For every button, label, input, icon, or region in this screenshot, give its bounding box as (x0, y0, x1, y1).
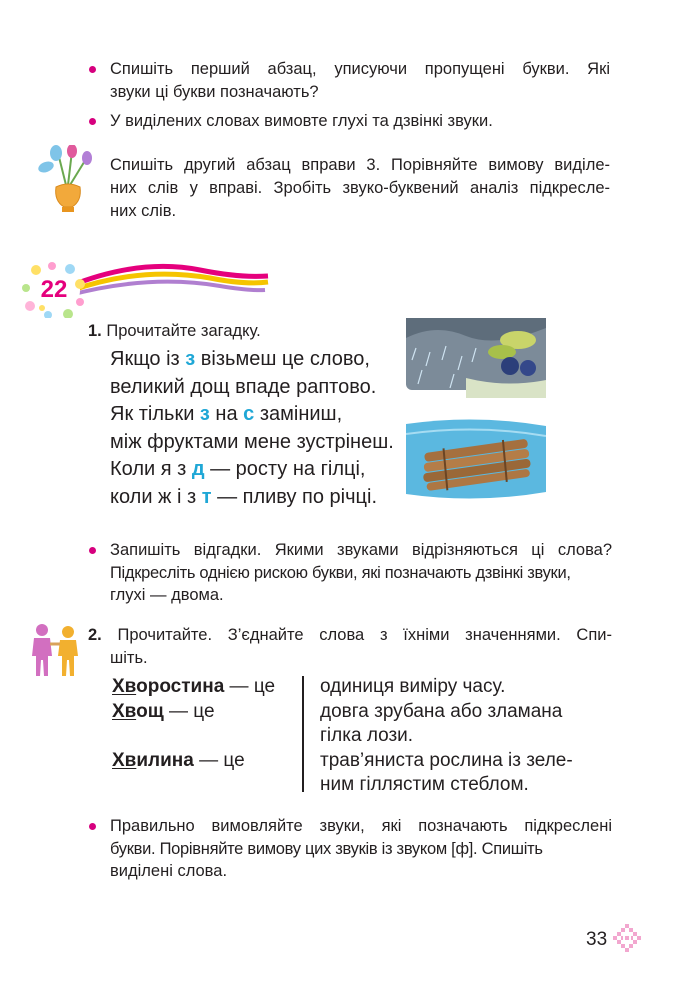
task-bullet-2: У виділених словах вимовте глухі та дзвінкі звуки. (110, 112, 493, 130)
word-column (112, 675, 275, 773)
meaning-line: трав’яниста рослина із зеле- (320, 749, 573, 771)
exercise-1-heading (88, 320, 261, 342)
text-line: Правильно вимовляйте звуки, які позначають підкреслені (110, 817, 612, 835)
column-divider (302, 676, 304, 792)
lesson-badge (22, 262, 86, 318)
task-bullet-1 (110, 58, 610, 104)
meaning-line: ним гіллястим стеблом. (320, 774, 529, 795)
ornament-icon (612, 923, 642, 953)
bullet-dot (89, 66, 96, 73)
page-number: 33 (586, 929, 608, 950)
riddle-line: великий дощ впаде раптово. (110, 375, 377, 398)
lesson-number: 22 (40, 276, 68, 303)
task-pronunciation (110, 815, 612, 883)
task-vase (110, 154, 610, 223)
text-line: звуки ці букви позначають? (110, 83, 319, 101)
riddle (110, 346, 394, 511)
meaning-line: гілка лози. (320, 725, 414, 746)
text-line: Запишіть відгадки. Якими звуками відрізняються ці слова? (110, 541, 612, 559)
text-line: них слів у вправі. Зробіть звуко-буквений аналіз підкресле- (110, 179, 610, 197)
meaning-line: одиниця виміру часу. (320, 676, 506, 697)
exercise-instruction: Прочитайте загадку. (106, 322, 261, 340)
meaning-line: довга зрубана або зламана (320, 700, 563, 722)
exercise-2-heading (88, 624, 612, 669)
raft-illustration (406, 414, 546, 504)
riddle-line: коли ж і з т — пливу по річці. (110, 485, 377, 508)
text-line: виділені слова. (110, 862, 228, 880)
children-pair-icon (26, 622, 86, 678)
riddle-line: Як тільки з на с заміниш, (110, 403, 343, 425)
riddle-line: Коли я з д — росту на гілці, (110, 458, 366, 480)
exercise-number: 1. (88, 322, 102, 340)
task-riddle-answers (110, 539, 612, 607)
rain-plums-illustration (406, 318, 546, 398)
meaning-column (320, 675, 573, 798)
text-line: Спишіть перший абзац, уписуючи пропущені букви. Які (110, 60, 610, 78)
exercise-number: 2. (88, 626, 102, 644)
bullet-dot (89, 118, 96, 125)
word-row: Хвощ — це (112, 700, 215, 722)
text-line: шіть. (110, 648, 148, 667)
word-row: Хвилина — це (112, 749, 245, 771)
word-row: Хворостина — це (112, 676, 276, 697)
text-line: Підкресліть однією рискою букви, які позначають дзвінкі звуки, (110, 563, 571, 582)
riddle-line: між фруктами мене зустрінеш. (110, 430, 394, 453)
bullet-dot (89, 547, 96, 554)
lesson-ribbon (60, 258, 270, 298)
text-line: букви. Порівняйте вимову цих звуків із звуком [ф]. Спишіть (110, 839, 543, 858)
text-line: 2. Прочитайте. З’єднайте слова з їхніми значеннями. Спи- (88, 626, 612, 644)
riddle-line: Якщо із з візьмеш це слово, (110, 348, 370, 370)
text-line: Спишіть другий абзац вправи 3. Порівняйте вимову виділе- (110, 156, 610, 174)
text-line: них слів. (110, 202, 177, 220)
bullet-dot (89, 823, 96, 830)
flower-vase-icon (36, 145, 100, 215)
text-line: глухі — двома. (110, 586, 224, 604)
